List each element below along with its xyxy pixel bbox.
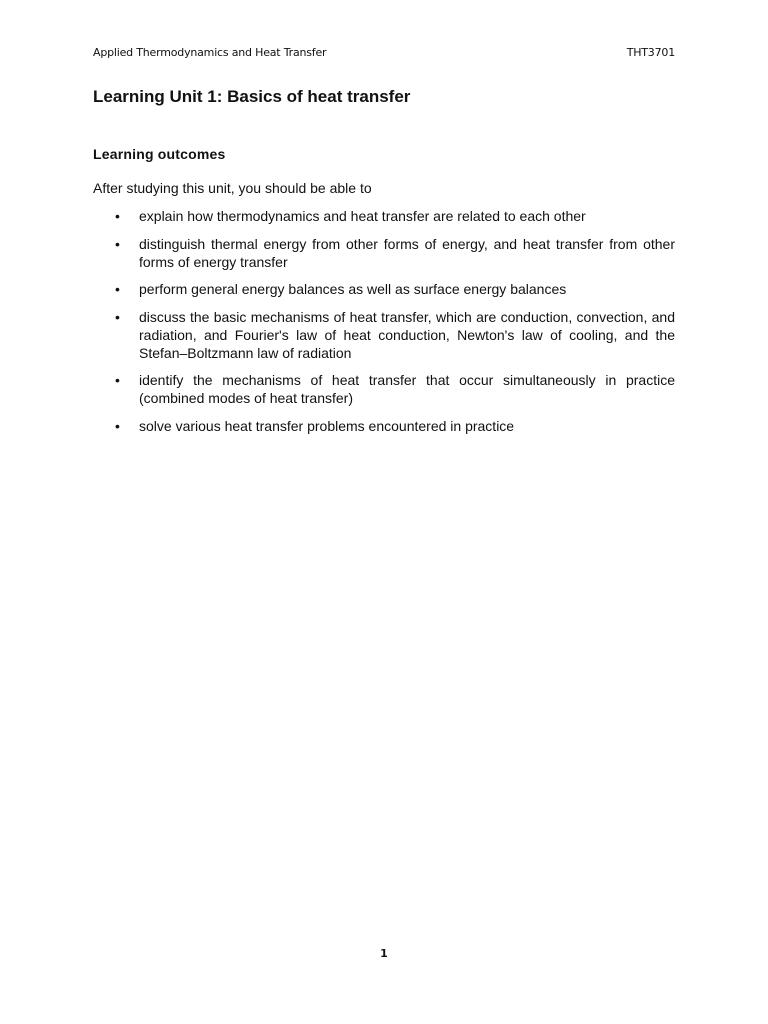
running-header bbox=[93, 44, 675, 60]
outcome-text: distinguish thermal energy from other forms of energy, and heat transfer from other forms of energy transfer bbox=[139, 235, 675, 270]
bullet-icon: • bbox=[115, 417, 120, 434]
page-number: 1 bbox=[380, 947, 388, 960]
bullet-icon: • bbox=[115, 372, 120, 388]
outcome-text: explain how thermodynamics and heat transfer are related to each other bbox=[139, 208, 586, 224]
outcome-text: identify the mechanisms of heat transfer that occur simultaneously in practice (combined modes of heat transfer) bbox=[139, 372, 675, 406]
outcome-text: perform general energy balances as well as surface energy balances bbox=[139, 281, 567, 297]
list-item bbox=[93, 371, 675, 407]
list-item bbox=[93, 308, 675, 362]
outcome-text: solve various heat transfer problems encountered in practice bbox=[139, 417, 515, 434]
unit-title: Learning Unit 1: Basics of heat transfer bbox=[93, 87, 411, 106]
bullet-icon: • bbox=[115, 208, 120, 224]
learning-outcomes-heading: Learning outcomes bbox=[93, 146, 226, 162]
list-item bbox=[93, 280, 675, 298]
bullet-icon: • bbox=[115, 308, 120, 325]
list-item bbox=[93, 235, 675, 271]
learning-outcomes-list bbox=[93, 207, 675, 444]
course-code: THT3701 bbox=[626, 45, 675, 59]
list-item bbox=[93, 207, 675, 225]
bullet-icon: • bbox=[115, 235, 120, 252]
course-title: Applied Thermodynamics and Heat Transfer bbox=[93, 45, 327, 59]
learning-outcomes-intro: After studying this unit, you should be able to bbox=[93, 180, 372, 196]
bullet-icon: • bbox=[115, 281, 120, 297]
list-item bbox=[93, 417, 675, 435]
outcome-text: discuss the basic mechanisms of heat transfer, which are conduction, convection, and radiation, and Fourier's law of heat conduction, Newton's law of cooling, and the Stefan–Boltzmann law of radiation bbox=[139, 308, 675, 361]
